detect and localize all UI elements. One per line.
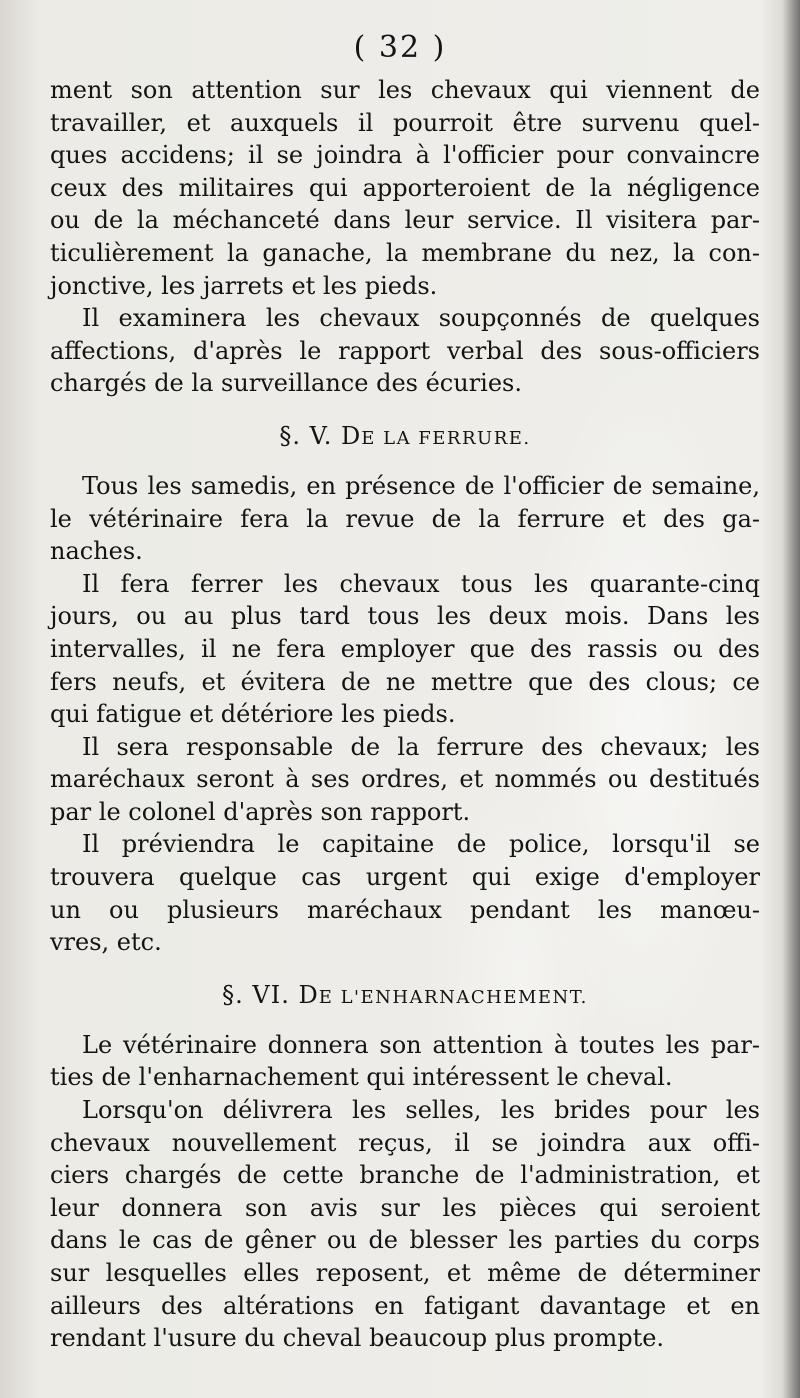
text-line: ment son attention sur les chevaux qui viennent de [50, 76, 760, 104]
text-line: travailler, et auxquels il pourroit être survenu quel- [50, 108, 760, 137]
section-heading-ferrure [50, 414, 760, 470]
text-line: affections, d'après le rapport verbal des sous-officiers [50, 336, 760, 365]
text-line: vres, etc. [50, 928, 162, 957]
text-line: ceux des militaires qui apporteroient de la négligence [50, 173, 760, 202]
text-line: intervalles, il ne fera employer que des rassis ou des [50, 634, 760, 663]
page-number: ( 32 ) [353, 30, 447, 65]
text-line: ticulièrement la ganache, la membrane du nez, la con- [50, 238, 760, 267]
text-line: Il sera responsable de la ferrure des chevaux; les [82, 732, 760, 761]
text-line: ties de l'enharnachement qui intéressent le cheval. [50, 1063, 673, 1092]
text-line: ou de la méchanceté dans leur service. Il visitera par- [50, 206, 760, 235]
spacer [50, 400, 760, 414]
text-line: fers neufs, et évitera de ne mettre que des clous; ce [50, 667, 760, 696]
text-line: Il examinera les chevaux soupçonnés de quelques [82, 304, 760, 333]
text-line: Il préviendra le capitaine de police, lorsqu'il se [82, 830, 760, 859]
text-line: ques accidens; il se joindra à l'officier pour convaincre [50, 141, 760, 170]
text-line: dans le cas de gêner ou de blesser les parties du corps [50, 1226, 760, 1255]
text-line: jonctive, les jarrets et les pieds. [50, 271, 438, 300]
text-line: trouvera quelque cas urgent qui exige d'employer [50, 863, 760, 892]
text-line: rendant l'usure du cheval beaucoup plus prompte. [50, 1324, 665, 1353]
text-line: Tous les samedis, en présence de l'officier de semaine, [82, 471, 760, 500]
text-line: leur donnera son avis sur les pièces qui seroient [50, 1193, 760, 1222]
text-line: naches. [50, 537, 143, 566]
text-line: qui fatigue et détériore les pieds. [50, 700, 456, 729]
text-line: sur lesquelles elles reposent, et même de déterminer [50, 1259, 760, 1287]
text-line: ciers chargés de cette branche de l'administration, et [50, 1161, 760, 1190]
heading-prefix: §. V. D [279, 421, 362, 450]
text-line: le vétérinaire fera la revue de la ferrure et des ga- [50, 504, 760, 533]
text-line: par le colonel d'après son rapport. [50, 797, 471, 826]
text-line: Il fera ferrer les chevaux tous les quarante-cinq [82, 569, 760, 598]
heading-prefix: §. VI. D [222, 980, 319, 1009]
text-line: chargés de la surveillance des écuries. [50, 369, 522, 398]
spacer [50, 959, 760, 973]
page-edge-shadow [782, 0, 800, 1398]
heading-title: E LA FERRURE. [361, 427, 531, 449]
text-line: jours, ou au plus tard tous les deux mois. Dans les [50, 602, 760, 631]
text-line: Lorsqu'on délivrera les selles, les brides pour les [82, 1096, 760, 1125]
text-line: un ou plusieurs maréchaux pendant les manœu- [50, 895, 760, 924]
heading-title: E L'ENHARNACHEMENT. [318, 986, 588, 1008]
text-line: Le vétérinaire donnera son attention à toutes les par- [82, 1030, 760, 1059]
section-heading-enharnachement [50, 973, 760, 1029]
text-line: ailleurs des altérations en fatigant davantage et en [50, 1291, 760, 1320]
text-line: chevaux nouvellement reçus, il se joindra aux offi- [50, 1128, 760, 1157]
page-body [50, 74, 760, 1355]
text-line: maréchaux seront à ses ordres, et nommés ou destitués [50, 765, 760, 794]
